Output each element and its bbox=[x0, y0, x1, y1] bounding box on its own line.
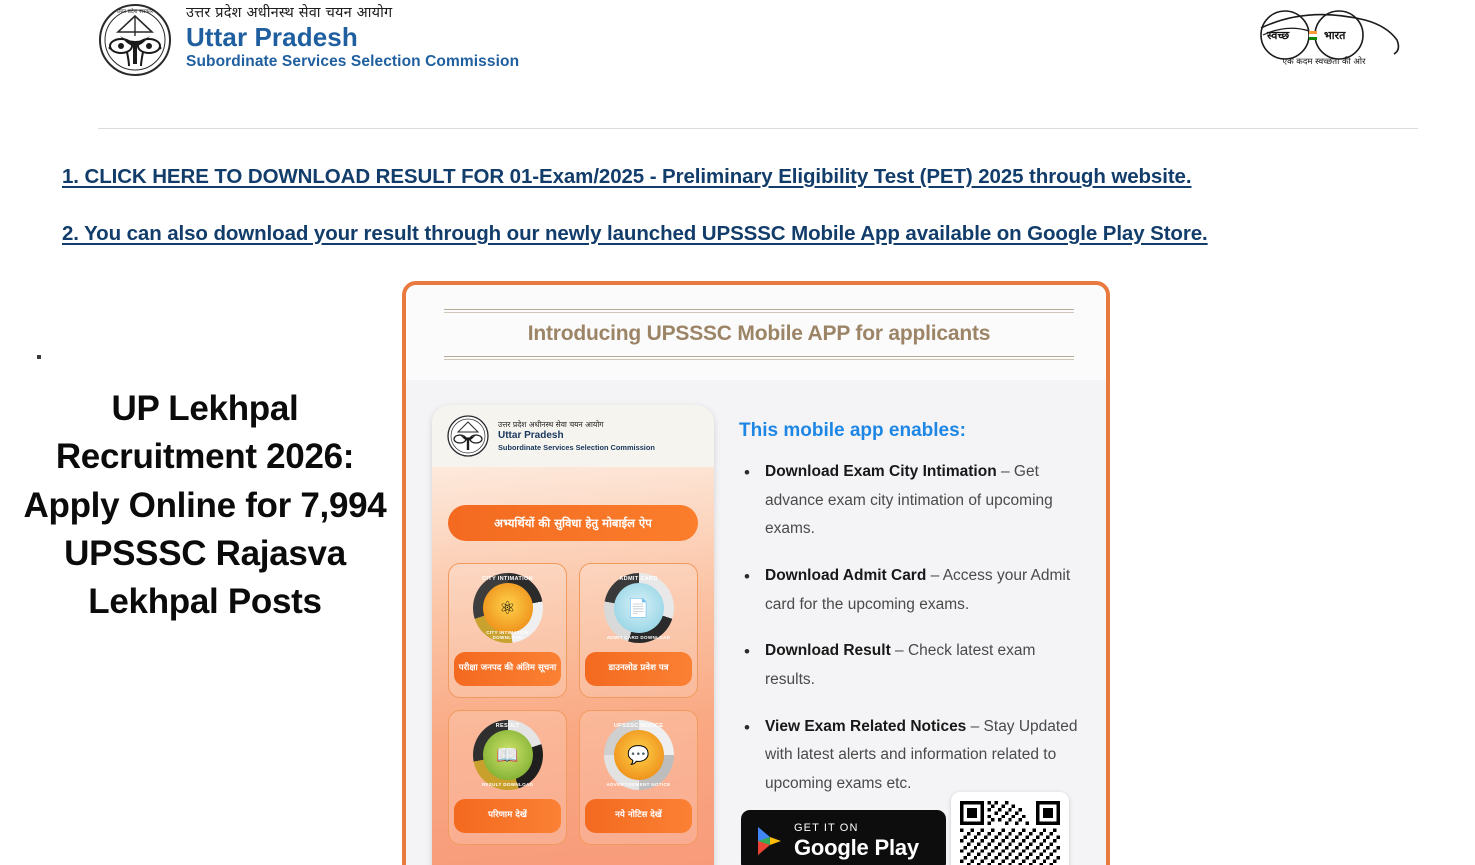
download-result-website-link[interactable]: 1. CLICK HERE TO DOWNLOAD RESULT FOR 01-Exam/2025 - Preliminary Eligibility Test (PET) 2025 through website. bbox=[62, 165, 1192, 188]
feature-item bbox=[739, 713, 1089, 799]
feature-desc: – Get advance exam city intimation of upcoming exams. bbox=[765, 463, 1053, 538]
brand-title-line1: Uttar Pradesh bbox=[186, 22, 358, 53]
tile-label: नये नोटिस देखें bbox=[585, 799, 693, 833]
phone-app-header bbox=[432, 405, 714, 467]
feature-name: Download Result bbox=[765, 642, 891, 660]
app-tile-admit-card[interactable] bbox=[579, 563, 698, 698]
store-badge-small-text: GET IT ON bbox=[794, 821, 859, 834]
app-tile-city-intimation[interactable] bbox=[448, 563, 567, 698]
mobile-app-promo-card bbox=[402, 281, 1110, 865]
tile-badge-top-text: RESULT bbox=[495, 723, 520, 729]
download-result-app-link[interactable]: 2. You can also download your result through our newly launched UPSSSC Mobile App available on Google Play Store. bbox=[62, 221, 1208, 245]
google-play-icon bbox=[756, 826, 783, 856]
brand-title-line2: Subordinate Services Selection Commission bbox=[186, 53, 520, 71]
feature-desc: – Access your Admit card for the upcoming exams. bbox=[765, 567, 1071, 613]
phone-brand-text bbox=[498, 420, 655, 452]
phone-banner: अभ्यर्थियों की सुविधा हेतु मोबाईल ऐप bbox=[448, 505, 698, 541]
header-divider bbox=[98, 128, 1418, 129]
up-government-emblem-icon bbox=[446, 414, 490, 458]
feature-name: Download Admit Card bbox=[765, 567, 927, 585]
feature-item bbox=[739, 562, 1089, 619]
tile-label: डाउनलोड प्रवेश पत्र bbox=[585, 652, 693, 686]
site-header bbox=[0, 0, 1475, 95]
feature-desc: – Check latest exam results. bbox=[765, 642, 1036, 689]
feature-name: View Exam Related Notices bbox=[765, 717, 967, 735]
qr-code-icon[interactable] bbox=[951, 792, 1069, 865]
open-book-icon: 📖 RESULT RESULT DOWNLOAD bbox=[473, 720, 543, 790]
feature-desc: – Stay Updated with latest alerts and information related to upcoming exams etc. bbox=[765, 717, 1078, 793]
promo-rule-bottom bbox=[444, 356, 1074, 360]
stray-mark bbox=[37, 355, 41, 359]
article-headline: UP Lekhpal Recruitment 2026: Apply Online for 7,994 UPSSSC Rajasva Lekhpal Posts bbox=[23, 389, 387, 622]
app-tile-notice[interactable] bbox=[579, 710, 698, 845]
swachh-word-1: स्वच्छ bbox=[1267, 29, 1290, 42]
phone-mockup bbox=[432, 405, 714, 865]
svg-text:उत्तर प्रदेश सरकार: उत्तर प्रदेश सरकार bbox=[116, 9, 154, 15]
tile-label: परीक्षा जनपद की अंतिम सूचना bbox=[454, 652, 562, 686]
tile-badge-bottom-text: ADVERTISEMENT NOTICE bbox=[606, 782, 671, 787]
app-features bbox=[739, 420, 1089, 817]
phone-brand-line1: Uttar Pradesh bbox=[498, 430, 564, 442]
app-tile-result[interactable] bbox=[448, 710, 567, 845]
tile-label: परिणाम देखें bbox=[454, 799, 562, 833]
tile-badge-bottom-text: RESULT DOWNLOAD bbox=[481, 782, 534, 787]
swachh-tagline: एक कदम स्वच्छता की ओर bbox=[1282, 57, 1366, 67]
brand-text bbox=[186, 2, 519, 72]
promo-title: Introducing UPSSSC Mobile APP for applicants bbox=[527, 322, 991, 345]
id-card-icon: 📄 ADMIT CARD ADMIT CARD DOWNLOAD bbox=[604, 573, 674, 643]
app-tile-grid bbox=[448, 563, 698, 845]
tile-badge-top-text: UPSSSC NOTICE bbox=[613, 723, 664, 729]
promo-body bbox=[406, 380, 1106, 865]
brand-hindi-title: उत्तर प्रदेश अधीनस्थ सेवा चयन आयोग bbox=[186, 5, 393, 21]
emblem-icon: ⚛ CITY INTIMATION CITY INTIMATION DOWNLOAD bbox=[473, 573, 543, 643]
feature-item bbox=[739, 637, 1089, 694]
tile-badge-top-text: ADMIT CARD bbox=[619, 576, 658, 582]
features-list bbox=[739, 458, 1089, 799]
google-play-text bbox=[794, 822, 919, 861]
phone-brand-hindi: उत्तर प्रदेश अधीनस्थ सेवा चयन आयोग bbox=[498, 420, 604, 430]
tile-badge-bottom-text: CITY INTIMATION DOWNLOAD bbox=[486, 630, 529, 640]
promo-title-block bbox=[444, 309, 1074, 360]
google-play-badge[interactable] bbox=[741, 810, 946, 865]
up-government-emblem-icon bbox=[96, 2, 174, 78]
tile-badge-bottom-text: ADMIT CARD DOWNLOAD bbox=[606, 635, 671, 640]
tile-badge-top-text: CITY INTIMATION bbox=[482, 576, 533, 582]
feature-item bbox=[739, 458, 1089, 544]
feature-name: Download Exam City Intimation bbox=[765, 463, 997, 480]
store-badge-big-text: Google Play bbox=[794, 834, 919, 860]
result-links bbox=[62, 165, 1422, 246]
phone-brand-line2: Subordinate Services Selection Commission bbox=[498, 442, 655, 452]
brand-lockup bbox=[96, 2, 519, 78]
swachh-bharat-glasses-icon bbox=[1247, 2, 1407, 74]
speech-bubble-icon: 💬 UPSSSC NOTICE ADVERTISEMENT NOTICE bbox=[604, 720, 674, 790]
features-title: This mobile app enables: bbox=[739, 420, 966, 441]
swachh-word-2: भारत bbox=[1324, 29, 1346, 42]
